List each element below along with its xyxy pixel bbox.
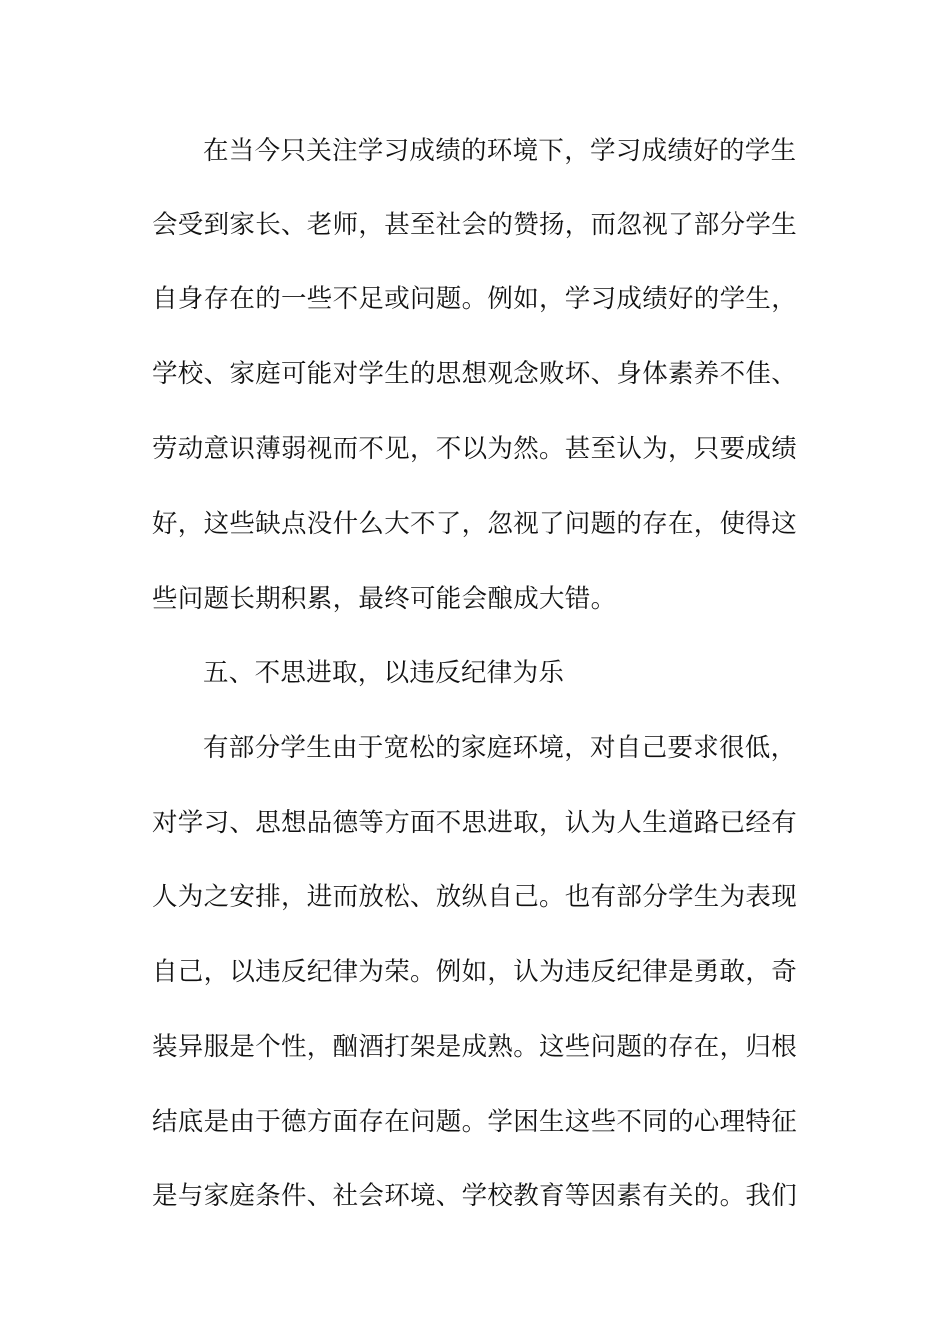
paragraph-line: 会受到家长、老师，甚至社会的赞扬，而忽视了部分学生 — [152, 210, 798, 240]
paragraph-line: 人为之安排，进而放松、放纵自己。也有部分学生为表现 — [152, 882, 798, 912]
paragraph-line: 对学习、思想品德等方面不思进取，认为人生道路已经有 — [152, 808, 798, 838]
paragraph-line: 自己，以违反纪律为荣。例如，认为违反纪律是勇敢，奇 — [152, 957, 798, 987]
paragraph-line: 学校、家庭可能对学生的思想观念败坏、身体素养不佳、 — [152, 359, 798, 389]
paragraph-line: 是与家庭条件、社会环境、学校教育等因素有关的。我们 — [152, 1181, 798, 1211]
paragraph-line: 结底是由于德方面存在问题。学困生这些不同的心理特征 — [152, 1107, 798, 1137]
paragraph-line: 好，这些缺点没什么大不了，忽视了问题的存在，使得这 — [152, 509, 798, 539]
section-heading: 五、不思进取，以违反纪律为乐 — [203, 658, 565, 688]
paragraph-line: 劳动意识薄弱视而不见，不以为然。甚至认为，只要成绩 — [152, 434, 798, 464]
paragraph-line: 装异服是个性，酗酒打架是成熟。这些问题的存在，归根 — [152, 1032, 798, 1062]
paragraph-line: 有部分学生由于宽松的家庭环境，对自己要求很低， — [203, 733, 797, 763]
paragraph-line: 自身存在的一些不足或问题。例如，学习成绩好的学生， — [152, 284, 798, 314]
paragraph-line: 些问题长期积累，最终可能会酿成大错。 — [152, 584, 617, 614]
paragraph-line: 在当今只关注学习成绩的环境下，学习成绩好的学生 — [203, 136, 797, 166]
